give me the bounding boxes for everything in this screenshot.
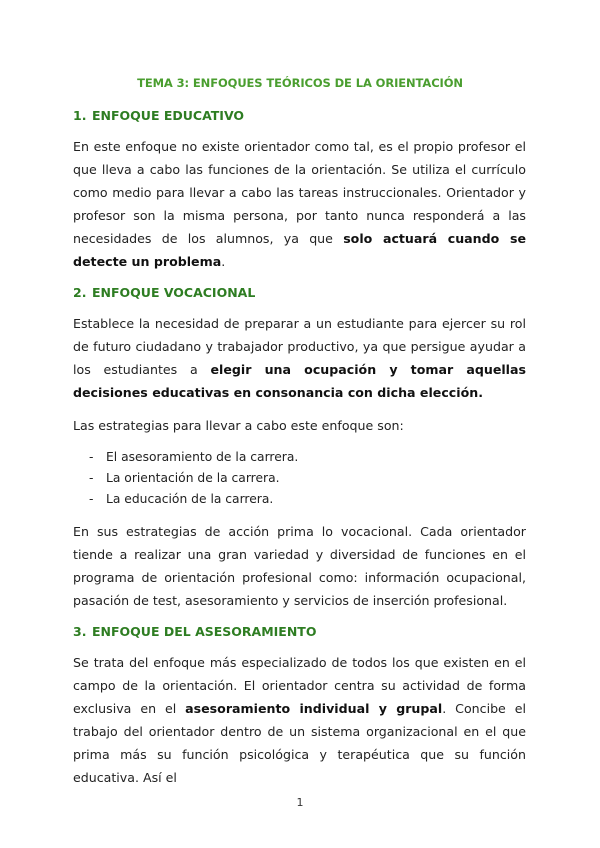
section-heading-2: [73, 283, 526, 303]
dash-bullet: -: [89, 450, 94, 464]
dash-bullet: -: [89, 492, 94, 506]
section-2-paragraph-2: Las estrategias para llevar a cabo este enfoque son:: [73, 418, 404, 433]
bold-text: solo actuará cuando se detecte un problema: [73, 231, 526, 269]
page-number: 1: [296, 796, 304, 809]
paragraph-text: En este enfoque no existe orientador como tal, es el propio profesor el que lleva a cabo las funciones de la orientación. Se utiliza el currículo como medio para llevar a cabo las tareas instruccionales. Orientador y profesor son la misma persona, por tanto nunca responderá a las necesidades de los alumnos, ya que: [73, 139, 526, 246]
bold-text: asesoramiento individual y grupal: [185, 701, 443, 716]
list-item-text: La orientación de la carrera.: [106, 471, 280, 485]
paragraph-text: Se trata del enfoque más especializado de todos los que existen en el campo de la orientación. El orientador centra su actividad de forma exclusiva en el: [73, 655, 526, 716]
section-heading-1: [73, 106, 526, 126]
list-item: [73, 468, 526, 489]
section-number: 1.: [73, 108, 87, 123]
list-item-text: El asesoramiento de la carrera.: [106, 450, 299, 464]
section-2-paragraph-3: En sus estrategias de acción prima lo vocacional. Cada orientador tiende a realizar una gran variedad y diversidad de funciones en el programa de orientación profesional como: información ocupacional, pasación de test, asesoramiento y servicios de inserción profesional.: [73, 524, 526, 608]
list-item: [73, 447, 526, 468]
bold-text: elegir una ocupación y tomar aquellas decisiones educativas en consonancia con dicha elección.: [73, 362, 526, 400]
section-number: 2.: [73, 285, 87, 300]
strategies-list: [73, 447, 526, 510]
paragraph-text-end: .: [221, 254, 226, 269]
section-number: 3.: [73, 624, 87, 639]
document-title: TEMA 3: ENFOQUES TEÓRICOS DE LA ORIENTACIÓN: [137, 76, 463, 90]
section-1-paragraph: [73, 135, 526, 273]
paragraph-text-end: . Concibe el trabajo del orientador dentro de un sistema organizacional en el que prima más su función psicológica y terapéutica que su función educativa. Así el: [73, 701, 526, 785]
dash-bullet: -: [89, 471, 94, 485]
list-item-text: La educación de la carrera.: [106, 492, 274, 506]
section-title: ENFOQUE DEL ASESORAMIENTO: [92, 624, 317, 639]
document-body: [73, 106, 526, 789]
section-heading-3: [73, 622, 526, 642]
section-title: ENFOQUE EDUCATIVO: [92, 108, 245, 123]
section-2-paragraph-1: [73, 312, 526, 404]
paragraph-text: Establece la necesidad de preparar a un estudiante para ejercer su rol de futuro ciudadano y trabajador productivo, ya que persigue ayudar a los estudiantes a: [73, 316, 526, 377]
section-title: ENFOQUE VOCACIONAL: [92, 285, 256, 300]
list-item: [73, 489, 526, 510]
section-3-paragraph: [73, 651, 526, 789]
